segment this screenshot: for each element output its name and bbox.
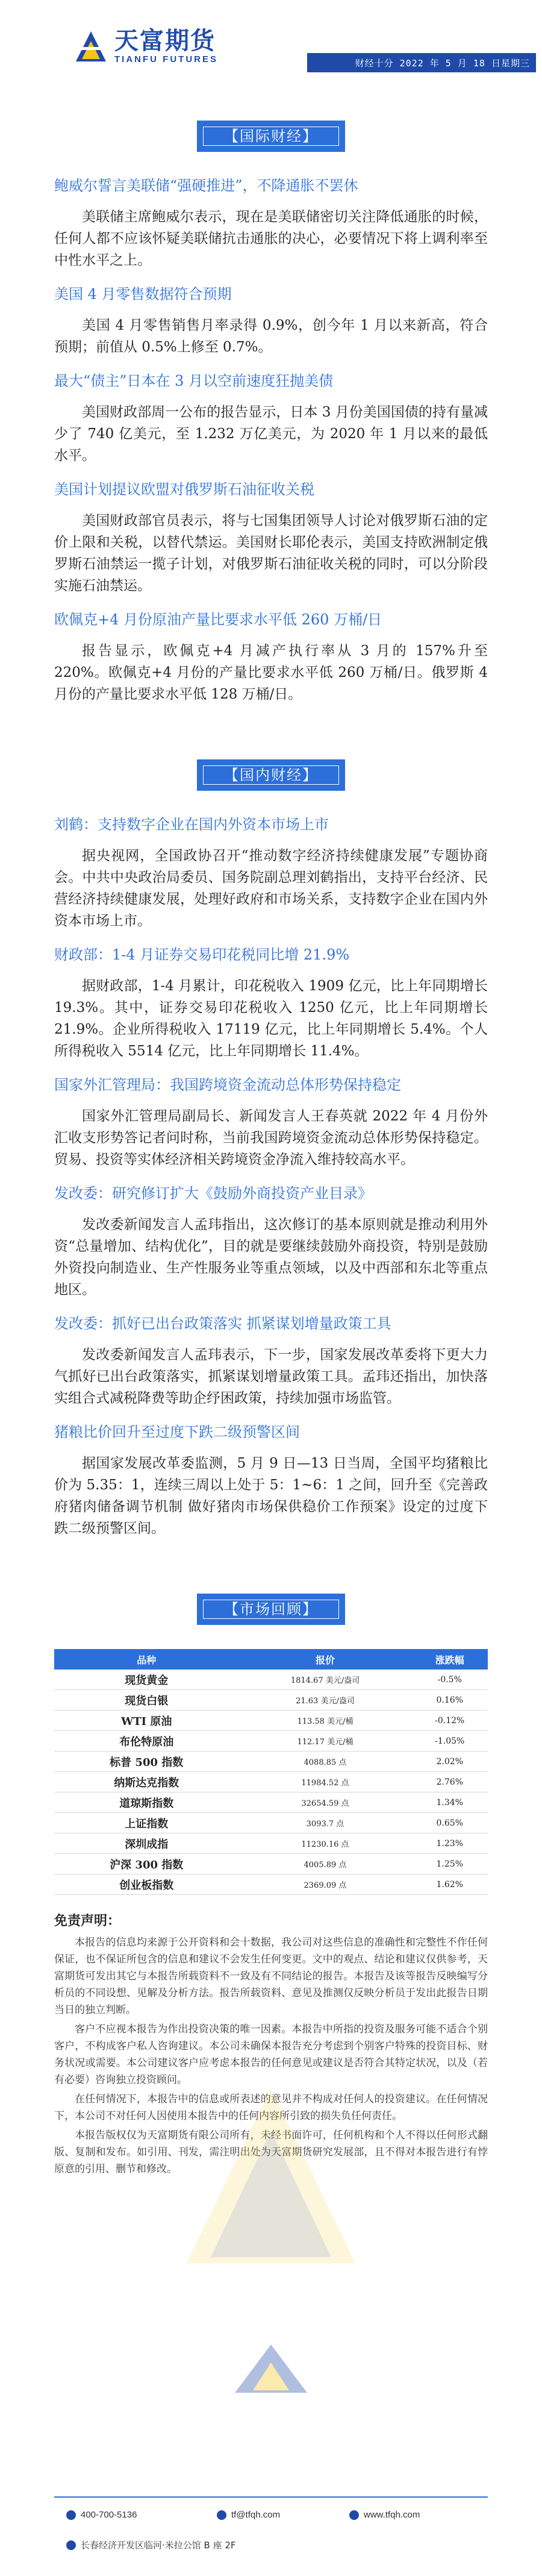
instrument-price: 3093.7 点 [238, 1813, 411, 1833]
watermark-logo-icon [181, 2082, 361, 2275]
table-row [54, 1854, 488, 1874]
instrument-price: 4005.89 点 [238, 1854, 411, 1874]
footer-address [66, 2539, 236, 2551]
website-link[interactable]: www.tfqh.com [364, 2510, 420, 2520]
footer-phone [66, 2510, 137, 2520]
article-title: 美国计划提议欧盟对俄罗斯石油征收关税 [54, 481, 314, 498]
instrument-name: 深圳成指 [54, 1833, 238, 1854]
article-title: 欧佩克+4 月份原油产量比要求水平低 260 万桶/日 [54, 611, 382, 628]
table-row [54, 1690, 488, 1711]
article-body: 发改委新闻发言人孟玮指出，这次修订的基本原则就是推动利用外资“总量增加、结构优化”，目的就是要继续鼓励外商投资，特别是鼓励外资投向制造业、生产性服务业等重点领域，以及中西部和东北等重点地区。 [54, 1217, 488, 1298]
disclaimer-paragraph: 客户不应视本报告为作出投资决策的唯一因素。本报告中所指的投资及服务可能不适合个别客户，不构成客户私人咨询建议。本公司未确保本报告充分考虑到个别客户特殊的投资目标、财务状况或需要。本公司建议客户应考虑本报告的任何意见或建议是否符合其特定状况，以及（若有必要）咨询独立投资顾问。 [54, 2023, 488, 2086]
article-body: 美国财政部官员表示，将与七国集团领导人讨论对俄罗斯石油的定价上限和关税，以替代禁运。美国财长耶伦表示，美国支持欧洲制定俄罗斯石油禁运一揽子计划，对俄罗斯石油征收关税的同时，可以分阶段实施石油禁运。 [54, 513, 488, 594]
article-body: 报告显示，欧佩克+4 月减产执行率从 3 月的 157%升至 220%。欧佩克+4 月份的产量比要求水平低 260 万桶/日。俄罗斯 4 月份的产量比要求水平低 128 万桶/日。 [54, 643, 488, 702]
table-row [54, 1711, 488, 1731]
instrument-price: 4088.85 点 [238, 1751, 411, 1772]
table-header-row [54, 1649, 488, 1670]
instrument-name: 道琼斯指数 [54, 1792, 238, 1813]
instrument-name: 沪深 300 指数 [54, 1854, 238, 1874]
footer-website [349, 2510, 420, 2520]
page-footer [0, 2496, 542, 2576]
instrument-name: 现货黄金 [54, 1670, 238, 1690]
disclaimer-paragraph: 在任何情况下，本报告中的信息或所表述的意见并不构成对任何人的投资建议。在任何情况下，本公司不对任何人因使用本报告中的任何内容所引致的损失负任何责任。 [54, 2093, 488, 2122]
disclaimer-paragraph: 本报告版权仅为天富期货有限公司所有，未经书面许可，任何机构和个人不得以任何形式翻版、复制和发布。如引用、刊发，需注明出处为天富期货研究发展部，且不得对本报告进行有悖原意的引用、删节和修改。 [54, 2129, 488, 2175]
instrument-name: 标普 500 指数 [54, 1751, 238, 1772]
article [54, 1422, 488, 1539]
article-body: 国家外汇管理局副局长、新闻发言人王春英就 2022 年 4 月份外汇收支形势答记者问时称，当前我国跨境资金流动总体形势保持稳定。贸易、投资等实体经济相关跨境资金净流入维持较高水平。 [54, 1108, 488, 1167]
article-body: 据国家发展改革委监测，5 月 9 日—13 日当周，全国平均猪粮比价为 5.35：1，连续三周以上处于 5：1~6：1 之间，回升至《完善政府猪肉储备调节机制 做好猪肉市场保供稳价工作预案》设定的过度下跌二级预警区间。 [54, 1456, 488, 1536]
instrument-change: 1.23% [412, 1833, 488, 1854]
article [54, 815, 488, 932]
logo-english-name: TIANFU FUTURES [114, 54, 218, 64]
address-text: 长春经济开发区临河·米拉公馆 B 座 2F [81, 2540, 236, 2551]
instrument-change: 0.65% [412, 1813, 488, 1833]
instrument-price: 112.17 美元/桶 [238, 1731, 411, 1751]
article-title: 鲍威尔誓言美联储“强硬推进”，不降通胀不罢休 [54, 177, 358, 194]
article [54, 610, 488, 705]
instrument-price: 2369.09 点 [238, 1874, 411, 1895]
instrument-change: 2.76% [412, 1772, 488, 1792]
instrument-name: 布伦特原油 [54, 1731, 238, 1751]
article-body: 美国财政部周一公布的报告显示，日本 3 月份美国国债的持有量减少了 740 亿美元，至 1.232 万亿美元，为 2020 年 1 月以来的最低水平。 [54, 404, 488, 463]
instrument-price: 21.63 美元/盎司 [238, 1690, 411, 1711]
table-row [54, 1813, 488, 1833]
table-row [54, 1874, 488, 1895]
location-icon [66, 2540, 76, 2550]
article-title: 猪粮比价回升至过度下跌二级预警区间 [54, 1424, 300, 1440]
article [54, 945, 488, 1062]
article [54, 284, 488, 358]
article-body: 美联储主席鲍威尔表示，现在是美联储密切关注降低通胀的时候，任何人都不应该怀疑美联储抗击通胀的决心，必要情况下将上调利率至中性水平之上。 [54, 209, 488, 268]
instrument-price: 113.58 美元/桶 [238, 1711, 411, 1731]
table-row [54, 1833, 488, 1854]
instrument-change: -0.5% [412, 1670, 488, 1690]
column-header: 品种 [54, 1649, 238, 1670]
article-title: 最大“债主”日本在 3 月以空前速度狂抛美债 [54, 372, 334, 389]
logo-mark-icon [73, 29, 108, 64]
article-title: 美国 4 月零售数据符合预期 [54, 286, 232, 303]
instrument-change: 2.02% [412, 1751, 488, 1772]
section-title-international: 【国际财经】 [197, 121, 345, 152]
article-title: 国家外汇管理局：我国跨境资金流动总体形势保持稳定 [54, 1076, 401, 1093]
article-title: 发改委：抓好已出台政策落实 抓紧谋划增量政策工具 [54, 1315, 391, 1332]
instrument-change: -0.12% [412, 1711, 488, 1731]
market-table [54, 1649, 488, 1895]
article-body: 发改委新闻发言人孟玮表示，下一步，国家发展改革委将下更大力气抓好已出台政策落实，抓紧谋划增量政策工具。孟玮还指出，加快落实组合式减税降费等助企纾困政策，持续加强市场监管。 [54, 1347, 488, 1406]
article-title: 刘鹤：支持数字企业在国内外资本市场上市 [54, 816, 329, 833]
article-body: 美国 4 月零售销售月率录得 0.9%，创今年 1 月以来新高，符合预期；前值从 0.5%上修至 0.7%。 [54, 318, 488, 355]
report-content [54, 80, 488, 2180]
instrument-name: 纳斯达克指数 [54, 1772, 238, 1792]
article [54, 1075, 488, 1170]
instrument-price: 11230.16 点 [238, 1833, 411, 1854]
instrument-change: -1.05% [412, 1731, 488, 1751]
phone-icon [66, 2510, 76, 2520]
section-title-domestic: 【国内财经】 [197, 759, 345, 791]
column-header: 报价 [238, 1649, 411, 1670]
table-row [54, 1751, 488, 1772]
article [54, 176, 488, 271]
section-title-market: 【市场回顾】 [197, 1594, 345, 1625]
article [54, 1314, 488, 1409]
market-table-wrapper [54, 1649, 488, 1895]
column-header: 涨跌幅 [412, 1649, 488, 1670]
email-icon [217, 2510, 226, 2520]
instrument-price: 32654.59 点 [238, 1792, 411, 1813]
instrument-change: 0.16% [412, 1690, 488, 1711]
instrument-change: 1.62% [412, 1874, 488, 1895]
table-row [54, 1792, 488, 1813]
brand-logo [73, 28, 218, 64]
disclaimer-paragraph: 本报告的信息均来源于公开资料和会十数据，我公司对这些信息的准确性和完整性不作任何保证，也不保证所包含的信息和建议不会发生任何变更。文中的观点、结论和建议仅供参考，天富期货可发出其它与本报告所载资料不一致及有不同结论的报告。本报告及该等报告反映编写分析员的不同设想、见解及分析方法。报告所载资料、意见及推测仅反映分析员于发出此报告日期当日的独立判断。 [54, 1937, 488, 2016]
phone-number: 400-700-5136 [81, 2510, 137, 2520]
instrument-name: 上证指数 [54, 1813, 238, 1833]
table-row [54, 1670, 488, 1690]
instrument-change: 1.34% [412, 1792, 488, 1813]
instrument-price: 11984.52 点 [238, 1772, 411, 1792]
article [54, 480, 488, 597]
footer-divider [54, 2496, 488, 2498]
email-address[interactable]: tf@tfqh.com [231, 2510, 281, 2520]
instrument-name: 创业板指数 [54, 1874, 238, 1895]
bottom-logo-icon [217, 2339, 325, 2399]
table-row [54, 1772, 488, 1792]
article-title: 发改委：研究修订扩大《鼓励外商投资产业目录》 [54, 1185, 372, 1202]
globe-icon [349, 2510, 359, 2520]
article [54, 371, 488, 467]
instrument-price: 1814.67 美元/盎司 [238, 1670, 411, 1690]
issue-date: 财经十分 2022 年 5 月 18 日星期三 [355, 58, 530, 69]
footer-email [217, 2510, 280, 2520]
instrument-change: 1.25% [412, 1854, 488, 1874]
article-title: 财政部：1-4 月证券交易印花税同比增 21.9% [54, 946, 350, 963]
instrument-name: WTI 原油 [54, 1711, 238, 1731]
disclaimer-title: 免责声明： [54, 1914, 121, 1929]
table-row [54, 1731, 488, 1751]
article-body: 据财政部，1-4 月累计，印花税收入 1909 亿元，比上年同期增长 19.3%。其中，证券交易印花税收入 1250 亿元，比上年同期增长 21.9%。企业所得税收入 17119 亿元，比上年同期增长 5.4%。个人所得税收入 5514 亿元，比上年同期增长 11.4%。 [54, 978, 488, 1059]
article [54, 1184, 488, 1301]
article-body: 据央视网，全国政协召开“推动数字经济持续健康发展”专题协商会。中共中央政治局委员、国务院副总理刘鹤指出，支持平台经济、民营经济持续健康发展，处理好政府和市场关系，支持数字企业在国内外资本市场上市。 [54, 848, 488, 929]
instrument-name: 现货白银 [54, 1690, 238, 1711]
page-header [0, 0, 542, 80]
logo-chinese-name: 天富期货 [114, 27, 216, 55]
